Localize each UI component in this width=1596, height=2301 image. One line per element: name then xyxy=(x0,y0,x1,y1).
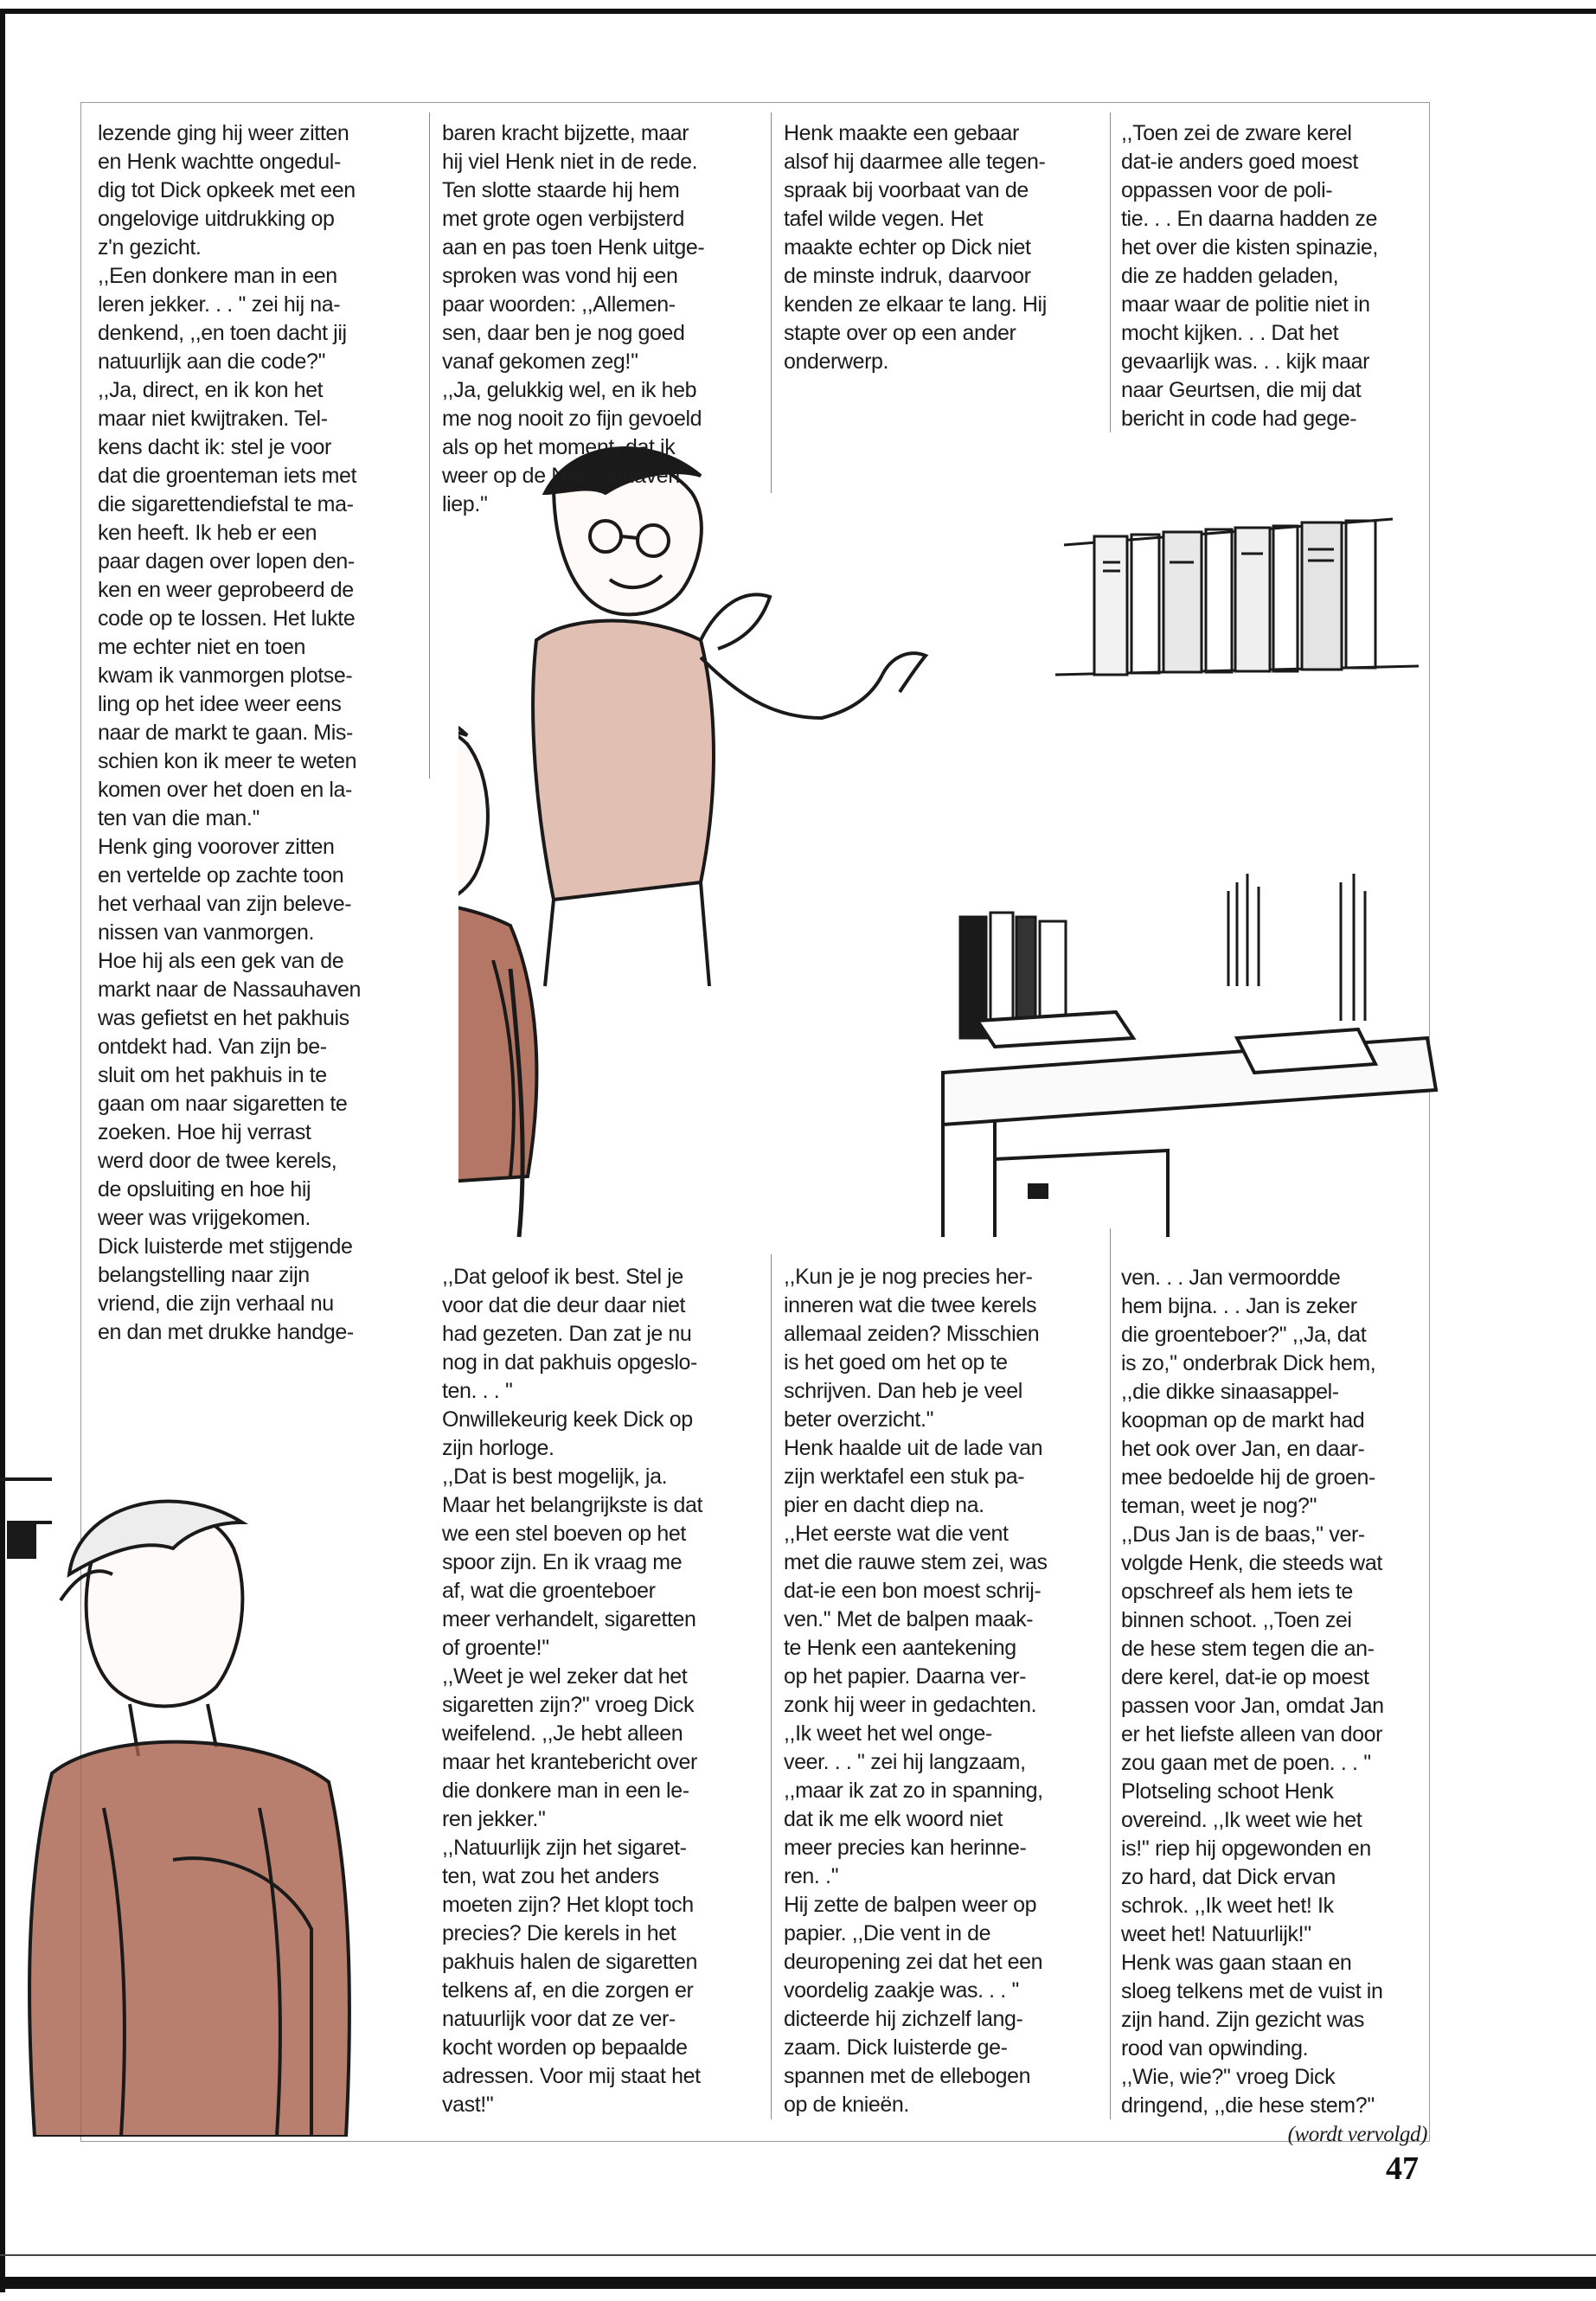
text-column-3: Henk maakte een gebaar alsof hij daarmee alle tegen- spraak bij voorbaat van de tafel wilde vegen. Het maakte echter op Dick niet de minste indruk, daarvoor kenden ze elkaar te lang. Hij stapte over op een ander onderwerp. xyxy=(784,121,1047,374)
column-rule xyxy=(429,112,430,779)
text-column-7-body: ven. . . Jan vermoordde hem bijna. . . Jan is zeker die groenteboer?'' ,,Ja, dat is zo,'' onderbrak Dick hem, ,,die dikke sinaasappel- koopman op de markt had het ook over Jan, en daar- mee bedoelde hij de groen- teman, weet je nog?'' ,,Dus Jan is de baas,'' ver- volgde Henk, die steeds wat opschreef als hem iets te binnen schoot. ,,Toen zei de hese stem tegen die an- dere kerel, dat-ie op moest passen voor Jan, omdat Jan er het liefste alleen van door zou gaan met de poen. . . '' Plotseling schoot Henk overeind. ,,Ik weet wie het is!'' riep hij opgewonden en zo hard, dat Dick ervan schrok. ,,Ik weet het! Ik weet het! Natuurlijk!'' Henk was gaan staan en sloeg telkens met de vuist in zijn hand. Zijn gezicht was rood van opwinding. ,,Wie, wie?'' vroeg Dick dringend, ,,die hese stem?'' xyxy=(1121,1266,1384,2118)
column-rule xyxy=(1110,112,1111,433)
continued-label: (wordt vervolgd) xyxy=(1287,2123,1427,2146)
bottom-border xyxy=(0,2277,1596,2289)
bookshelf xyxy=(1055,519,1419,675)
illustration-boys-at-desk xyxy=(458,433,1453,1237)
top-border xyxy=(0,9,1596,14)
standing-boy xyxy=(533,448,926,986)
text-column-4: ,,Toen zei de zware kerel dat-ie anders goed moest oppassen voor de poli- tie. . . En daarna hadden ze het over die kisten spinazie, die ze hadden geladen, maar waar de politie niet in mocht kijken. . . Dat het gevaarlijk was. . . kijk maar naar Geurtsen, die mij dat bericht in code had gege- xyxy=(1121,121,1378,431)
column-rule xyxy=(1110,1228,1111,2119)
desk xyxy=(943,1012,1436,1237)
text-column-7 xyxy=(1121,1235,1434,2177)
text-column-1: lezende ging hij weer zitten en Henk wachtte ongedul- dig tot Dick opkeek met een ongelovige uitdrukking op z'n gezicht. ,,Een donkere man in een leren jekker. . . '' zei hij na- denkend, ,,en toen dacht jij natuurlijk aan die code?'' ,,Ja, direct, en ik kon het maar niet kwijtraken. Tel- kens dacht ik: stel je voor dat die groenteman iets met die sigarettendiefstal te ma- ken heeft. Ik heb er een paar dagen over lopen den- ken en weer geprobeerd de code op te lossen. Het lukte me echter niet en toen kwam ik vanmorgen plotse- ling op het idee weer eens naar de markt te gaan. Mis- schien kon ik meer te weten komen over het doen en la- ten van die man.'' Henk ging voorover zitten en vertelde op zachte toon het verhaal van zijn beleve- nissen van vanmorgen. Hoe hij als een gek van de markt naar de Nassauhaven was gefietst en het pakhuis ontdekt had. Van zijn be- sluit om het pakhuis in te gaan om naar sigaretten te zoeken. Hoe hij verrast werd door de twee kerels, de opsluiting en hoe hij weer was vrijgekomen. Dick luisterde met stijgende belangstelling naar zijn vriend, die zijn verhaal nu en dan met drukke handge- xyxy=(98,121,362,1344)
bottom-thin-border xyxy=(0,2254,1596,2256)
page-number: 47 xyxy=(1386,2150,1419,2187)
text-column-2: baren kracht bijzette, maar hij viel Henk niet in de rede. Ten slotte staarde hij hem met grote ogen verbijsterd aan en pas toen Henk uitge- sproken was vond hij een paar woorden: ,,Allemen- sen, daar ben je nog goed vanaf gekomen zeg!'' ,,Ja, gelukkig wel, en ik heb me nog nooit zo fijn gevoeld als op het moment, dat ik weer op de Nassauhaven liep.'' xyxy=(442,121,705,516)
column-rule xyxy=(771,1254,772,2119)
text-column-6: ,,Kun je je nog precies her- inneren wat die twee kerels allemaal zeiden? Misschien is het goed om het op te schrijven. Dan heb je veel beter overzicht.'' Henk haalde uit de lade van zijn werktafel een stuk pa- pier en dacht diep na. ,,Het eerste wat die vent met die rauwe stem zei, was dat-ie een bon moest schrij- ven.'' Met de balpen maak- te Henk een aantekening op het papier. Daarna ver- zonk hij weer in gedachten. ,,Ik weet het wel onge- veer. . . '' zei hij langzaam, ,,maar ik zat zo in spanning, dat ik me elk woord niet meer precies kan herinne- ren. .'' Hij zette de balpen weer op papier. ,,Die vent in de deuropening zei dat het een voordelig zaakje was. . . '' dicteerde hij zichzelf lang- zaam. Dick luisterde ge- spannen met de ellebogen op de knieën. xyxy=(784,1265,1048,2117)
illustration-boy-portrait xyxy=(0,1445,363,2137)
text-column-5: ,,Dat geloof ik best. Stel je voor dat die deur daar niet had gezeten. Dan zat je nu nog in dat pakhuis opgeslo- ten. . . '' Onwillekeurig keek Dick op zijn horloge. ,,Dat is best mogelijk, ja. Maar het belangrijkste is dat we een stel boeven op het spoor zijn. En ik vraag me af, wat die groenteboer meer verhandelt, sigaretten of groente!'' ,,Weet je wel zeker dat het sigaretten zijn?'' vroeg Dick weifelend. ,,Je hebt alleen maar het krantebericht over die donkere man in een le- ren jekker.'' ,,Natuurlijk zijn het sigaret- ten, wat zou het anders moeten zijn? Het klopt toch precies? Die kerels in het pakhuis halen de sigaretten telkens af, en die zorgen er natuurlijk voor dat ze ver- kocht worden op bepaalde adressen. Voor mij staat het vast!'' xyxy=(442,1265,703,2117)
seated-boy xyxy=(458,712,536,1194)
